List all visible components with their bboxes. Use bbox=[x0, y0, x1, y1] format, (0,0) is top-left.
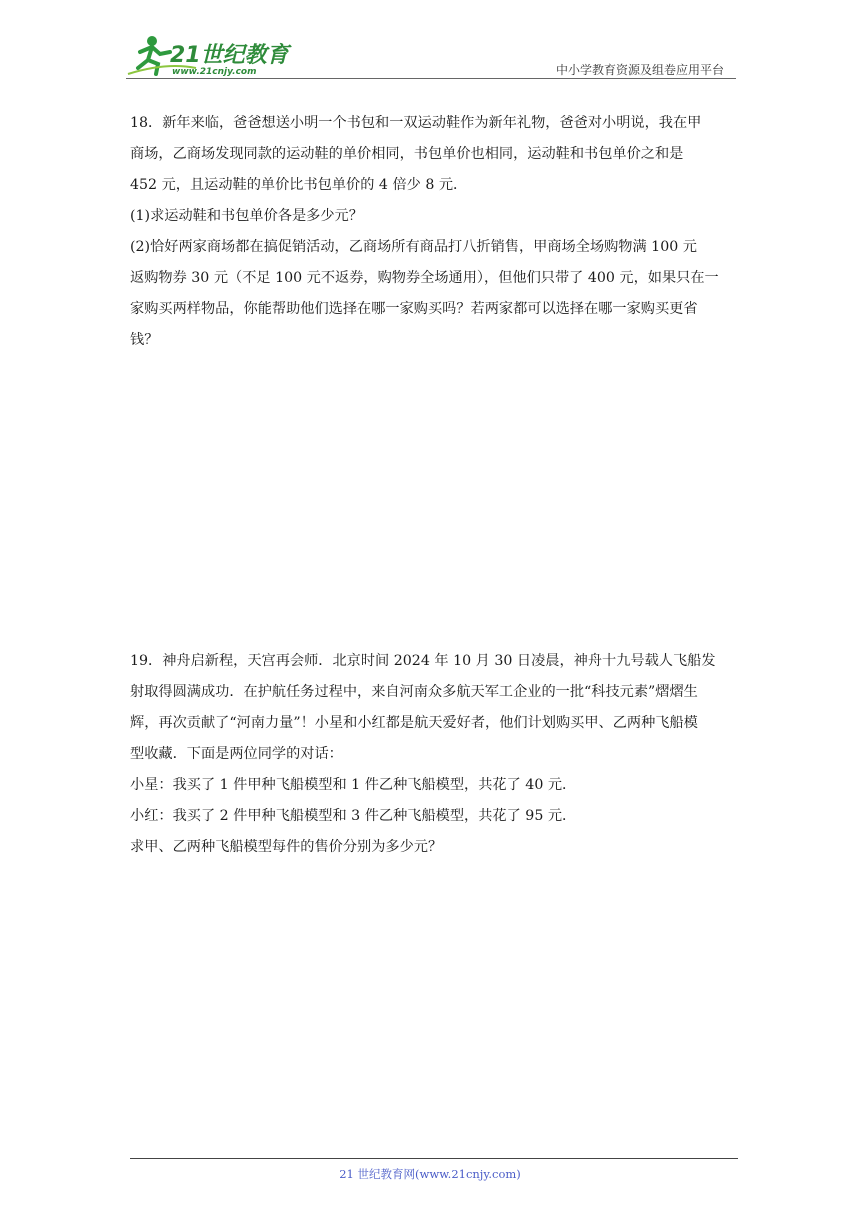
page-header bbox=[126, 32, 736, 80]
logo-url: www.21cnjy.com bbox=[172, 67, 257, 77]
header-divider bbox=[126, 78, 736, 79]
q18-line: 返购物券 30 元（不足 100 元不返券，购物券全场通用），但他们只带了 400 元，如果只在一 bbox=[130, 270, 719, 286]
q18-line: 家购买两样物品，你能帮助他们选择在哪一家购买吗？若两家都可以选择在哪一家购买更省 bbox=[130, 301, 698, 317]
q18-line: 钱？ bbox=[130, 332, 159, 348]
q19-line: 型收藏．下面是两位同学的对话： bbox=[130, 746, 343, 762]
logo-text: 21世纪教育 bbox=[170, 43, 289, 68]
q19-line: 小星：我买了 1 件甲种飞船模型和 1 件乙种飞船模型，共花了 40 元． bbox=[130, 777, 577, 793]
q19-line: 小红：我买了 2 件甲种飞船模型和 3 件乙种飞船模型，共花了 95 元． bbox=[130, 808, 577, 824]
q18-line: (2)恰好两家商场都在搞促销活动，乙商场所有商品打八折销售，甲商场全场购物满 100 元 bbox=[130, 239, 697, 255]
q18-line: 18．新年来临，爸爸想送小明一个书包和一双运动鞋作为新年礼物，爸爸对小明说，我在甲 bbox=[130, 115, 702, 131]
question-18 bbox=[130, 108, 730, 356]
q18-line: 452 元，且运动鞋的单价比书包单价的 4 倍少 8 元． bbox=[130, 177, 468, 193]
q18-line: (1)求运动鞋和书包单价各是多少元？ bbox=[130, 208, 363, 224]
footer-divider bbox=[130, 1158, 738, 1159]
q19-line: 射取得圆满成功．在护航任务过程中，来自河南众多航天军工企业的一批“科技元素”熠熠生 bbox=[130, 684, 698, 700]
21cnjy-logo bbox=[126, 32, 296, 78]
page-footer: 21 世纪教育网(www.21cnjy.com) bbox=[339, 1167, 521, 1181]
q18-line: 商场，乙商场发现同款的运动鞋的单价相同，书包单价也相同，运动鞋和书包单价之和是 bbox=[130, 146, 684, 162]
q19-line: 辉，再次贡献了“河南力量”！小星和小红都是航天爱好者，他们计划购买甲、乙两种飞船模 bbox=[130, 715, 698, 731]
q19-line: 19．神舟启新程，天宫再会师．北京时间 2024 年 10 月 30 日凌晨，神舟十九号载人飞船发 bbox=[130, 653, 716, 669]
question-19 bbox=[130, 646, 730, 863]
q19-line: 求甲、乙两种飞船模型每件的售价分别为多少元？ bbox=[130, 839, 443, 855]
platform-name: 中小学教育资源及组卷应用平台 bbox=[555, 63, 724, 77]
